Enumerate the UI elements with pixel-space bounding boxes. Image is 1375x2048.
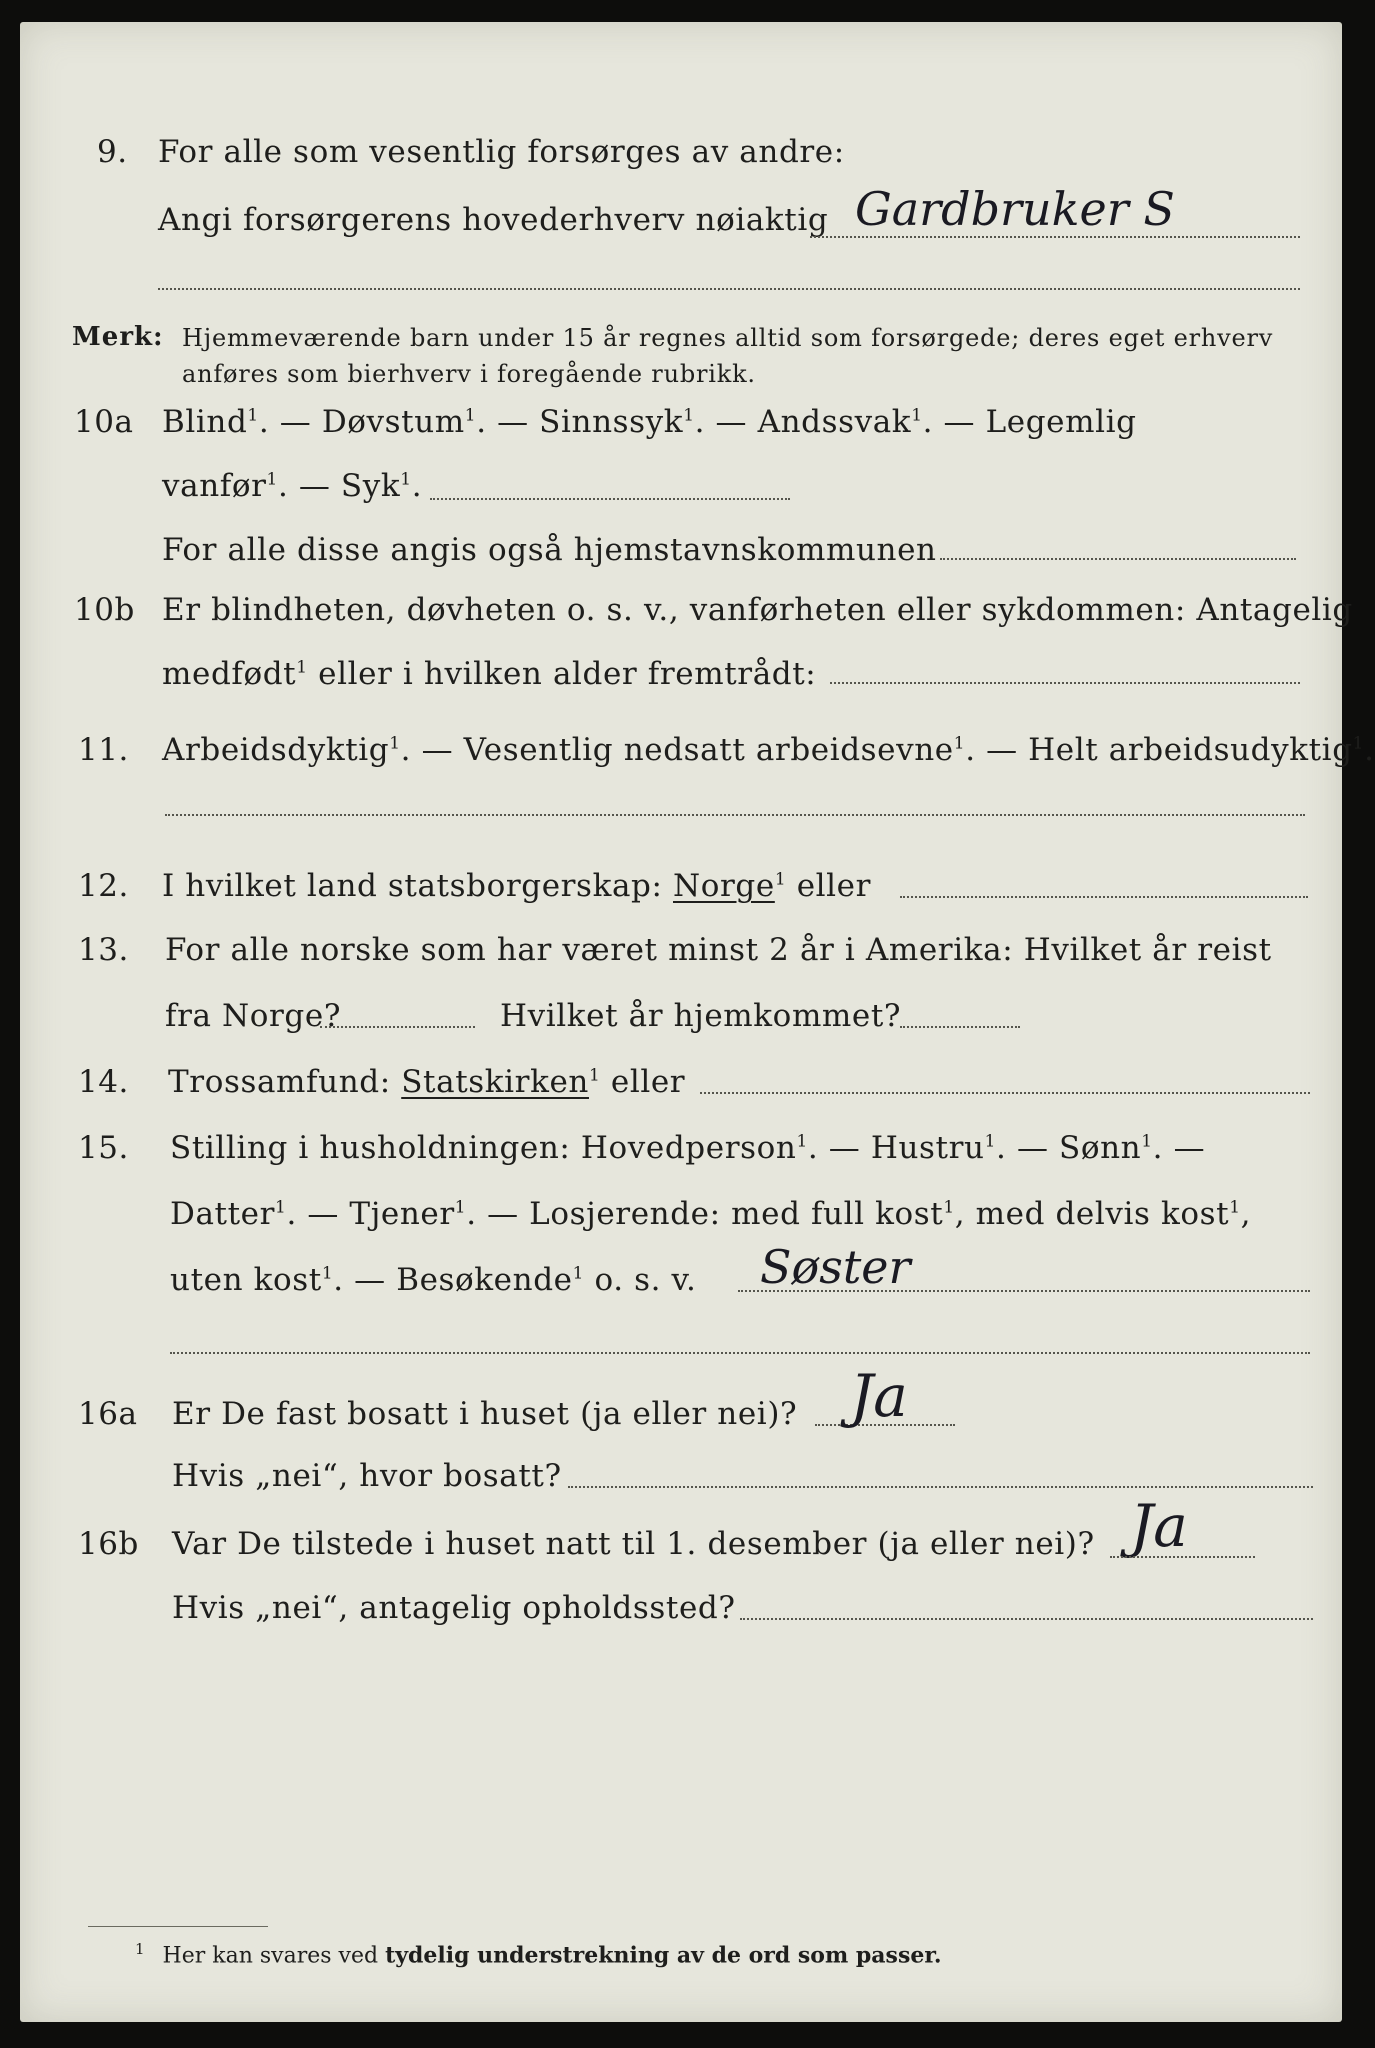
q11-number: 11. (78, 732, 129, 768)
q9-number: 9. (97, 134, 128, 170)
q9-answer-line (810, 236, 1300, 238)
q16b-number: 16b (78, 1526, 139, 1562)
q16b-opholdssted-line (740, 1618, 1313, 1620)
q13-hjemkommet-line (900, 1026, 1020, 1028)
q16a-number: 16a (78, 1396, 138, 1432)
q12-answer-line (900, 896, 1308, 898)
q15-line3: uten kost$^1$. — Besøkende$^1$ o. s. v. (170, 1262, 697, 1298)
q10b-number: 10b (74, 592, 135, 628)
merk-line1: Hjemmeværende barn under 15 år regnes alltid som forsørgede; deres eget erhverv (182, 324, 1274, 352)
q15-handwritten-answer: Søster (760, 1240, 911, 1294)
q10a-number: 10a (74, 404, 134, 440)
q10a-line1: Blind$^1$. — Døvstum$^1$. — Sinnssyk$^1$. — Andssvak$^1$. — Legemlig (162, 404, 1137, 440)
q16b-line2: Hvis „nei“, antagelig opholdssted? (172, 1590, 736, 1626)
q10a-line3: For alle disse angis også hjemstavnskommunen (162, 532, 937, 568)
q16a-bosatt-line (568, 1486, 1313, 1488)
q9-line1: For alle som vesentlig forsørges av andre: (158, 134, 845, 170)
q14-answer-line (700, 1092, 1310, 1094)
q10a-line2: vanfør$^1$. — Syk$^1$. (162, 468, 423, 504)
q16a-line2: Hvis „nei“, hvor bosatt? (172, 1458, 562, 1494)
q12-number: 12. (78, 868, 129, 904)
q12-line: I hvilket land statsborgerskap: Norge$^1$ eller (162, 868, 872, 904)
q15-number: 15. (78, 1130, 129, 1166)
q9-handwritten-answer: Gardbruker S (855, 182, 1175, 236)
q13-line2b: Hvilket år hjemkommet? (500, 998, 902, 1034)
q15-extra-line (170, 1352, 1310, 1354)
q15-line1: Stilling i husholdningen: Hovedperson$^1$. — Hustru$^1$. — Sønn$^1$. — (170, 1130, 1206, 1166)
q16b-line1: Var De tilstede i huset natt til 1. desember (ja eller nei)? (172, 1526, 1095, 1562)
q15-line2: Datter$^1$. — Tjener$^1$. — Losjerende: med full kost$^1$, med delvis kost$^1$, (170, 1196, 1252, 1232)
q11-line1: Arbeidsdyktig$^1$. — Vesentlig nedsatt arbeidsevne$^1$. — Helt arbeidsudyktig$^1$. (162, 732, 1375, 768)
q14-number: 14. (78, 1064, 129, 1100)
merk-line2: anføres som bierhverv i foregående rubrikk. (182, 360, 756, 388)
q9-extra-line (158, 288, 1300, 290)
q13-line1: For alle norske som har været minst 2 år i Amerika: Hvilket år reist (165, 932, 1272, 968)
q10a-syk-line (430, 498, 790, 500)
q10a-hjemstavn-line (940, 558, 1296, 560)
q10b-alder-line (830, 682, 1300, 684)
q16b-handwritten-answer: Ja (1130, 1492, 1188, 1560)
q16b-answer-line (1110, 1556, 1255, 1558)
merk-label: Merk: (72, 322, 164, 352)
q14-line: Trossamfund: Statskirken$^1$ eller (168, 1064, 686, 1100)
census-form-page (20, 22, 1375, 2022)
statskirken-underlined: Statskirken (401, 1064, 589, 1100)
q9-line2: Angi forsørgerens hovederhverv nøiaktig (158, 202, 829, 238)
q10b-line2: medfødt$^1$ eller i hvilken alder fremtrådt: (162, 656, 817, 692)
norge-underlined: Norge (673, 868, 775, 904)
q10b-line1: Er blindheten, døvheten o. s. v., vanførheten eller sykdommen: Antagelig (162, 592, 1353, 628)
footnote-rule (88, 1926, 268, 1927)
q13-line2a: fra Norge? (165, 998, 342, 1034)
q11-extra-line (165, 814, 1305, 816)
footnote: $^1$ Her kan svares ved tydelig understrekning av de ord som passer. (135, 1940, 942, 1969)
q16a-handwritten-answer: Ja (850, 1362, 908, 1430)
q16a-line1: Er De fast bosatt i huset (ja eller nei)? (172, 1396, 798, 1432)
q13-number: 13. (78, 932, 129, 968)
q13-reist-line (320, 1026, 475, 1028)
